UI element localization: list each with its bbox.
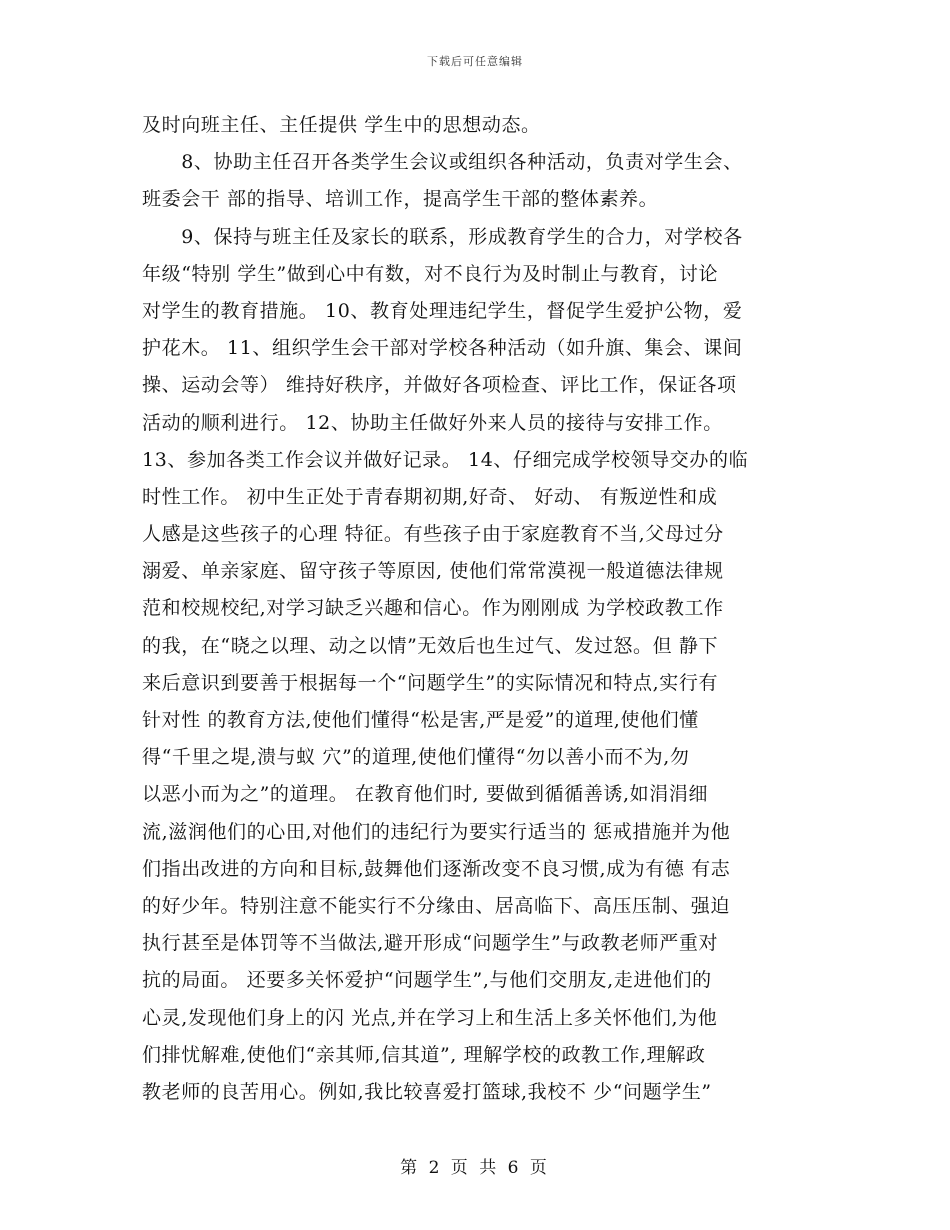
- text-line: 执行甚至是体罚等不当做法,避开形成“问题学生”与政教老师严重对: [142, 932, 719, 955]
- text-line: 范和校规校纪,对学习缺乏兴趣和信心。作为刚刚成 为学校政教工作: [142, 597, 724, 620]
- text-line: 抗的局面。 还要多关怀爱护“问题学生”,与他们交朋友,走进他们的: [142, 969, 712, 992]
- page-header: 下载后可任意编辑: [427, 55, 523, 68]
- text-line: 们指出改进的方向和目标,鼓舞他们逐渐改变不良习惯,成为有德 有志: [142, 857, 731, 880]
- text-line: 活动的顺利进行。 12、协助主任做好外来人员的接待与安排工作。: [142, 411, 723, 434]
- text-line: 针对性 的教育方法,使他们懂得“松是害,严是爱”的道理,使他们懂: [142, 709, 699, 731]
- text-line: 对学生的教育措施。 10、教育处理违纪学生，督促学生爱护公物，爱: [142, 299, 743, 322]
- text-line: 8、协助主任召开各类学生会议或组织各种活动，负责对学生会、: [142, 151, 743, 174]
- text-line: 们排忧解难,使他们“亲其师,信其道”, 理解学校的政教工作,理解政: [142, 1043, 706, 1066]
- text-line: 以恶小而为之”的道理。 在教育他们时, 要做到循循善诱,如涓涓细: [142, 783, 709, 806]
- text-line: 年级“特别 学生”做到心中有数，对不良行为及时制止与教育，讨论: [142, 262, 719, 285]
- text-line: 护花木。 11、组织学生会干部对学校各种活动（如升旗、集会、课间: [142, 337, 743, 360]
- page-footer: 第 2 页 共 6 页: [400, 1158, 550, 1178]
- text-line: 的我，在“晓之以理、动之以情”无效后也生过气、发过怒。但 静下: [142, 634, 719, 657]
- text-line: 溺爱、单亲家庭、留守孩子等原因, 使他们常常漠视一般道德法律规: [142, 560, 724, 583]
- text-line: 及时向班主任、主任提供 学生中的思想动态。: [142, 114, 541, 136]
- text-line: 教老师的良苦用心。例如,我比较喜爱打篮球,我校不 少“问题学生”: [142, 1080, 712, 1103]
- text-line: 来后意识到要善于根据每一个“问题学生”的实际情况和特点,实行有: [142, 671, 719, 694]
- text-line: 时性工作。 初中生正处于青春期初期,好奇、 好动、 有叛逆性和成: [142, 485, 718, 508]
- text-line: 的好少年。特别注意不能实行不分缘由、居高临下、高压压制、强迫: [142, 894, 731, 917]
- text-line: 9、保持与班主任及家长的联系，形成教育学生的合力，对学校各: [142, 225, 743, 248]
- text-line: 班委会干 部的指导、培训工作，提高学生干部的整体素养。: [142, 188, 659, 211]
- text-line: 流,滋润他们的心田,对他们的违纪行为要实行适当的 惩戒措施并为他: [142, 820, 731, 843]
- text-line: 得“千里之堤,溃与蚁 穴”的道理,使他们懂得“勿以善小而不为,勿: [142, 746, 690, 769]
- text-line: 人感是这些孩子的心理 特征。有些孩子由于家庭教育不当,父母过分: [142, 523, 724, 546]
- document-body: [142, 107, 807, 1111]
- text-line: 操、运动会等） 维持好秩序，并做好各项检查、评比工作，保证各项: [142, 374, 737, 397]
- text-line: 13、参加各类工作会议并做好记录。 14、仔细完成学校领导交办的临: [142, 448, 749, 471]
- text-line: 心灵,发现他们身上的闪 光点,并在学习上和生活上多关怀他们,为他: [142, 1006, 718, 1029]
